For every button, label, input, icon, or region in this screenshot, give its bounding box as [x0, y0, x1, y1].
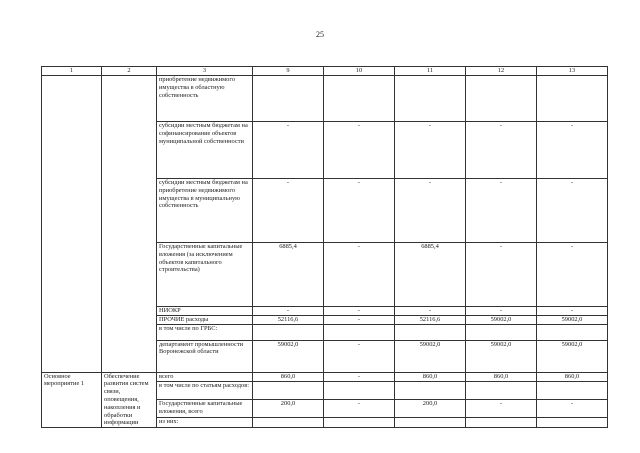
value-col-12 [466, 418, 537, 428]
value-col-9: 59002,0 [253, 340, 324, 372]
expense-label: из них: [157, 418, 253, 428]
value-col-9: 52116,6 [253, 315, 324, 324]
value-col-10: - [324, 340, 395, 372]
value-col-13: 860,0 [537, 372, 608, 382]
expense-label: департамент промышленности Воронежской области [157, 340, 253, 372]
event-cell [42, 76, 102, 373]
value-col-11: 200,0 [395, 400, 466, 418]
value-col-13: - [537, 243, 608, 307]
header-cell: 12 [466, 67, 537, 76]
value-col-11 [395, 382, 466, 400]
value-col-10: - [324, 315, 395, 324]
value-col-11 [395, 76, 466, 122]
value-col-12 [466, 324, 537, 340]
value-col-10: - [324, 243, 395, 307]
expense-label: субсидии местным бюджетам на приобретение недвижимого имущества в муниципальную собственность [157, 179, 253, 243]
value-col-9 [253, 324, 324, 340]
expense-label: в том числе по ГРБС: [157, 324, 253, 340]
value-col-10 [324, 76, 395, 122]
value-col-11: - [395, 307, 466, 316]
expense-label: Государственные капитальные вложения, всего [157, 400, 253, 418]
header-cell: 2 [102, 67, 157, 76]
value-col-9 [253, 76, 324, 122]
value-col-12: - [466, 243, 537, 307]
header-cell: 13 [537, 67, 608, 76]
expense-label: субсидии местным бюджетам на софинансирование объектов муниципальной собственности [157, 122, 253, 179]
value-col-13 [537, 382, 608, 400]
table-row [42, 372, 608, 382]
header-cell: 9 [253, 67, 324, 76]
value-col-9 [253, 418, 324, 428]
expense-label: в том числе по статьям расходов: [157, 382, 253, 400]
value-col-11: 860,0 [395, 372, 466, 382]
value-col-12: - [466, 179, 537, 243]
value-col-13: 59002,0 [537, 315, 608, 324]
value-col-9 [253, 382, 324, 400]
value-col-11 [395, 418, 466, 428]
value-col-13 [537, 76, 608, 122]
value-col-13: 59002,0 [537, 340, 608, 372]
value-col-12 [466, 382, 537, 400]
expense-label: приобретение недвижимого имущества в областную собственность [157, 76, 253, 122]
expense-label: всего [157, 372, 253, 382]
expense-label: Государственные капитальные вложения (за исключением объектов капитального строительства) [157, 243, 253, 307]
value-col-13: - [537, 400, 608, 418]
value-col-11 [395, 324, 466, 340]
header-cell: 1 [42, 67, 102, 76]
value-col-9: 6885,4 [253, 243, 324, 307]
value-col-9: 200,0 [253, 400, 324, 418]
value-col-11: 59002,0 [395, 340, 466, 372]
value-col-12: - [466, 122, 537, 179]
value-col-13: - [537, 122, 608, 179]
value-col-10: - [324, 307, 395, 316]
value-col-9: - [253, 122, 324, 179]
value-col-10: - [324, 122, 395, 179]
value-col-11: - [395, 122, 466, 179]
page-number: 25 [316, 30, 324, 39]
header-cell: 3 [157, 67, 253, 76]
value-col-10: - [324, 179, 395, 243]
table-row [42, 76, 608, 122]
value-col-10 [324, 324, 395, 340]
value-col-13: - [537, 307, 608, 316]
header-cell: 11 [395, 67, 466, 76]
value-col-12: 860,0 [466, 372, 537, 382]
value-col-12: - [466, 400, 537, 418]
value-col-10: - [324, 372, 395, 382]
value-col-12: 59002,0 [466, 340, 537, 372]
header-cell: 10 [324, 67, 395, 76]
value-col-11: - [395, 179, 466, 243]
value-col-12 [466, 76, 537, 122]
value-col-10: - [324, 400, 395, 418]
event-name-cell: Обеспечение развития систем связи, оповещения, накопления и обработки информации [102, 372, 157, 428]
value-col-11: 6885,4 [395, 243, 466, 307]
header-row [42, 67, 608, 76]
value-col-11: 52116,6 [395, 315, 466, 324]
value-col-9: - [253, 179, 324, 243]
value-col-12: 59002,0 [466, 315, 537, 324]
budget-table [41, 66, 608, 428]
value-col-9: 860,0 [253, 372, 324, 382]
value-col-13 [537, 324, 608, 340]
event-cell: Основное мероприятие 1 [42, 372, 102, 428]
value-col-13: - [537, 179, 608, 243]
expense-label: ПРОЧИЕ расходы [157, 315, 253, 324]
value-col-10 [324, 418, 395, 428]
value-col-12: - [466, 307, 537, 316]
value-col-13 [537, 418, 608, 428]
event-name-cell [102, 76, 157, 373]
value-col-10 [324, 382, 395, 400]
expense-label: НИОКР [157, 307, 253, 316]
value-col-9: - [253, 307, 324, 316]
